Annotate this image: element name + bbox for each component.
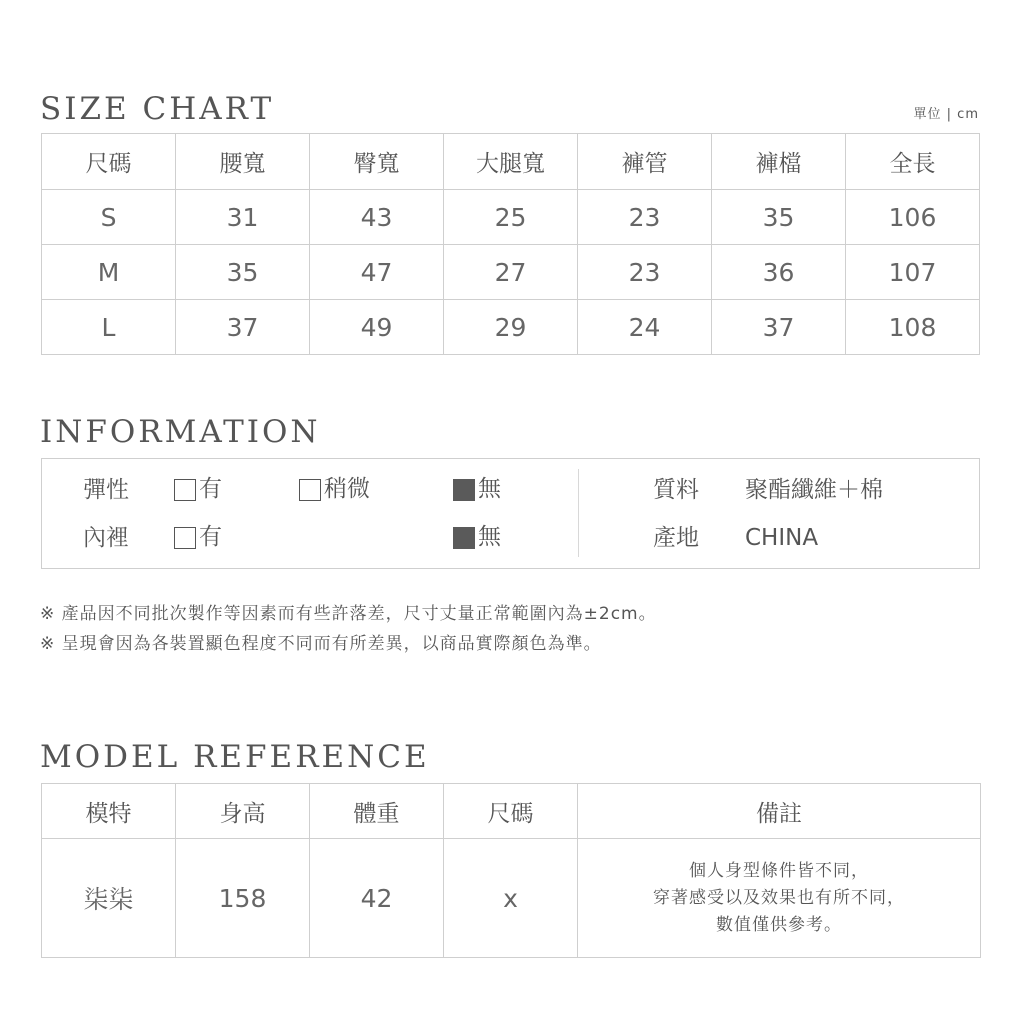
header-rise: 褲檔 xyxy=(712,134,846,190)
table-cell: 106 xyxy=(846,190,980,245)
table-cell: 35 xyxy=(176,245,310,300)
table-row xyxy=(42,839,981,958)
header-weight: 體重 xyxy=(310,784,444,839)
info-divider xyxy=(578,469,579,557)
table-cell: S xyxy=(42,190,176,245)
model-reference-table xyxy=(41,783,981,958)
header-length: 全長 xyxy=(846,134,980,190)
size-chart-header-row xyxy=(42,134,980,190)
table-cell: 36 xyxy=(712,245,846,300)
header-waist: 腰寬 xyxy=(176,134,310,190)
table-cell: 25 xyxy=(444,190,578,245)
model-name: 柒柒 xyxy=(42,839,176,958)
header-size: 尺碼 xyxy=(42,134,176,190)
header-model-size: 尺碼 xyxy=(444,784,578,839)
table-row xyxy=(42,300,980,355)
table-cell: 29 xyxy=(444,300,578,355)
size-chart-table xyxy=(41,133,980,355)
header-height: 身高 xyxy=(176,784,310,839)
option-label: 無 xyxy=(478,476,501,502)
model-height: 158 xyxy=(176,839,310,958)
option-label: 有 xyxy=(199,524,222,550)
table-cell: 49 xyxy=(310,300,444,355)
table-cell: L xyxy=(42,300,176,355)
material-value: 聚酯纖維＋棉 xyxy=(745,477,883,503)
lining-label: 內裡 xyxy=(83,525,129,551)
table-cell: M xyxy=(42,245,176,300)
table-cell: 24 xyxy=(578,300,712,355)
header-remark: 備註 xyxy=(578,784,981,839)
remark-line: 個人身型條件皆不同， xyxy=(689,860,869,881)
table-row xyxy=(42,190,980,245)
origin-value: CHINA xyxy=(745,525,819,551)
table-cell: 37 xyxy=(712,300,846,355)
table-cell: 47 xyxy=(310,245,444,300)
elasticity-option-slight xyxy=(299,478,370,501)
size-chart-title: SIZE CHART xyxy=(40,91,275,127)
table-cell: 43 xyxy=(310,190,444,245)
information-box xyxy=(41,458,980,569)
remark-line: 數值僅供參考。 xyxy=(716,914,842,935)
note-measurement: ※ 產品因不同批次製作等因素而有些許落差，尺寸丈量正常範圍內為±2cm。 xyxy=(40,604,657,624)
table-cell: 107 xyxy=(846,245,980,300)
table-cell: 35 xyxy=(712,190,846,245)
unit-label: 單位 | cm xyxy=(913,107,979,122)
table-cell: 27 xyxy=(444,245,578,300)
checkbox-checked-icon xyxy=(453,479,475,501)
model-remark xyxy=(578,839,981,958)
table-cell: 108 xyxy=(846,300,980,355)
table-cell: 23 xyxy=(578,245,712,300)
model-header-row xyxy=(42,784,981,839)
table-cell: 37 xyxy=(176,300,310,355)
material-label: 質料 xyxy=(653,477,699,503)
checkbox-unchecked-icon xyxy=(299,479,321,501)
checkbox-unchecked-icon xyxy=(174,527,196,549)
checkbox-checked-icon xyxy=(453,527,475,549)
model-reference-title: MODEL REFERENCE xyxy=(40,739,430,775)
information-title: INFORMATION xyxy=(40,414,321,450)
origin-label: 產地 xyxy=(653,525,699,551)
lining-option-yes xyxy=(174,526,222,549)
elasticity-option-none xyxy=(453,478,501,501)
lining-option-none xyxy=(453,526,501,549)
elasticity-label: 彈性 xyxy=(83,477,129,503)
elasticity-option-yes xyxy=(174,478,222,501)
header-model: 模特 xyxy=(42,784,176,839)
table-cell: 23 xyxy=(578,190,712,245)
checkbox-unchecked-icon xyxy=(174,479,196,501)
header-leg-opening: 褲管 xyxy=(578,134,712,190)
note-color: ※ 呈現會因為各裝置顯色程度不同而有所差異，以商品實際顏色為準。 xyxy=(40,634,602,654)
option-label: 稍微 xyxy=(324,476,370,502)
header-hip: 臀寬 xyxy=(310,134,444,190)
remark-line: 穿著感受以及效果也有所不同， xyxy=(653,887,905,908)
header-thigh: 大腿寬 xyxy=(444,134,578,190)
model-size: x xyxy=(444,839,578,958)
table-row xyxy=(42,245,980,300)
table-cell: 31 xyxy=(176,190,310,245)
model-weight: 42 xyxy=(310,839,444,958)
option-label: 有 xyxy=(199,476,222,502)
option-label: 無 xyxy=(478,524,501,550)
